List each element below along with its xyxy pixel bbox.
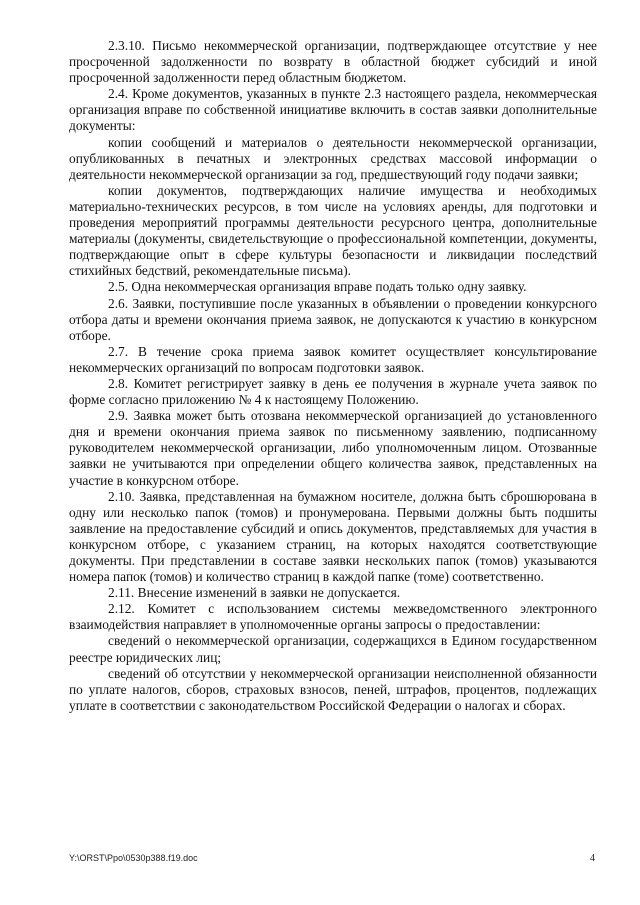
paragraph-2-12: 2.12. Комитет с использованием системы межведомственного электронного взаимодействия направляет в уполномоченные органы запросы о предоставлении: <box>69 601 597 633</box>
paragraph-2-9: 2.9. Заявка может быть отозвана некоммерческой организацией до установленного дня и времени окончания приема заявок по письменному заявлению, подписанному руководителем некоммерческой организации, либо уполномоченным лицом. Отозванные заявки не учитываются при определении общего количества заявок, представленных на участие в конкурсном отборе. <box>69 408 597 488</box>
paragraph-egrul-info: сведений о некоммерческой организации, содержащихся в Едином государственном реестре юридических лиц; <box>69 633 597 665</box>
page-number: 4 <box>590 853 595 864</box>
paragraph-property-documents: копии документов, подтверждающих наличие имущества и необходимых материально-технических ресурсов, в том числе на условиях аренды, для подготовки и проведения мероприятий программы деятельности ресурсного центра, дополнительные материалы (документы, свидетельствующие о профессиональной компетенции, документы, подтверждающие опыт в сфере культуры безопасности и ликвидации последствий стихийных бедствий, рекомендательные письма). <box>69 182 597 279</box>
paragraph-2-11: 2.11. Внесение изменений в заявки не допускается. <box>108 585 401 601</box>
paragraph-2-3-10: 2.3.10. Письмо некоммерческой организации, подтверждающее отсутствие у нее просроченной задолженности по возврату в областной бюджет субсидий и иной просроченной задолженности перед областным бюджетом. <box>69 38 597 86</box>
paragraph-2-6: 2.6. Заявки, поступившие после указанных в объявлении о проведении конкурсного отбора даты и времени окончания приема заявок, не допускаются к участию в конкурсном отборе. <box>69 295 597 343</box>
document-body <box>69 38 597 714</box>
paragraph-2-5: 2.5. Одна некоммерческая организация вправе подать только одну заявку. <box>108 279 527 295</box>
paragraph-2-10: 2.10. Заявка, представленная на бумажном носителе, должна быть сброшюрована в одну или несколько папок (томов) и пронумерована. Первыми должны быть подшиты заявление на предоставление субсидий и опись документов, представляемых для участия в конкурсном отборе, с указанием страниц, на которых находятся соответствующие документы. При представлении в составе заявки нескольких папок (томов) указываются номера папок (томов) и количество страниц в каждой папке (томе) соответственно. <box>69 488 597 585</box>
footer-file-path: Y:\ORST\Ppo\0530p388.f19.doc <box>69 853 198 863</box>
paragraph-2-4: 2.4. Кроме документов, указанных в пункте 2.3 настоящего раздела, некоммерческая организация вправе по собственной инициативе включить в состав заявки дополнительные документы: <box>69 86 597 134</box>
paragraph-tax-info: сведений об отсутствии у некоммерческой организации неисполненной обязанности по уплате налогов, сборов, страховых взносов, пеней, штрафов, процентов, подлежащих уплате в соответствии с законодательством Российской Федерации о налогах и сборах. <box>69 665 597 713</box>
paragraph-2-7: 2.7. В течение срока приема заявок комитет осуществляет консультирование некоммерческих организаций по вопросам подготовки заявок. <box>69 343 597 375</box>
paragraph-2-8: 2.8. Комитет регистрирует заявку в день ее получения в журнале учета заявок по форме согласно приложению № 4 к настоящему Положению. <box>69 375 597 408</box>
paragraph-media-copies: копии сообщений и материалов о деятельности некоммерческой организации, опубликованных в печатных и электронных средствах массовой информации о деятельности некоммерческой организации за год, предшествующий году подачи заявки; <box>69 134 597 182</box>
